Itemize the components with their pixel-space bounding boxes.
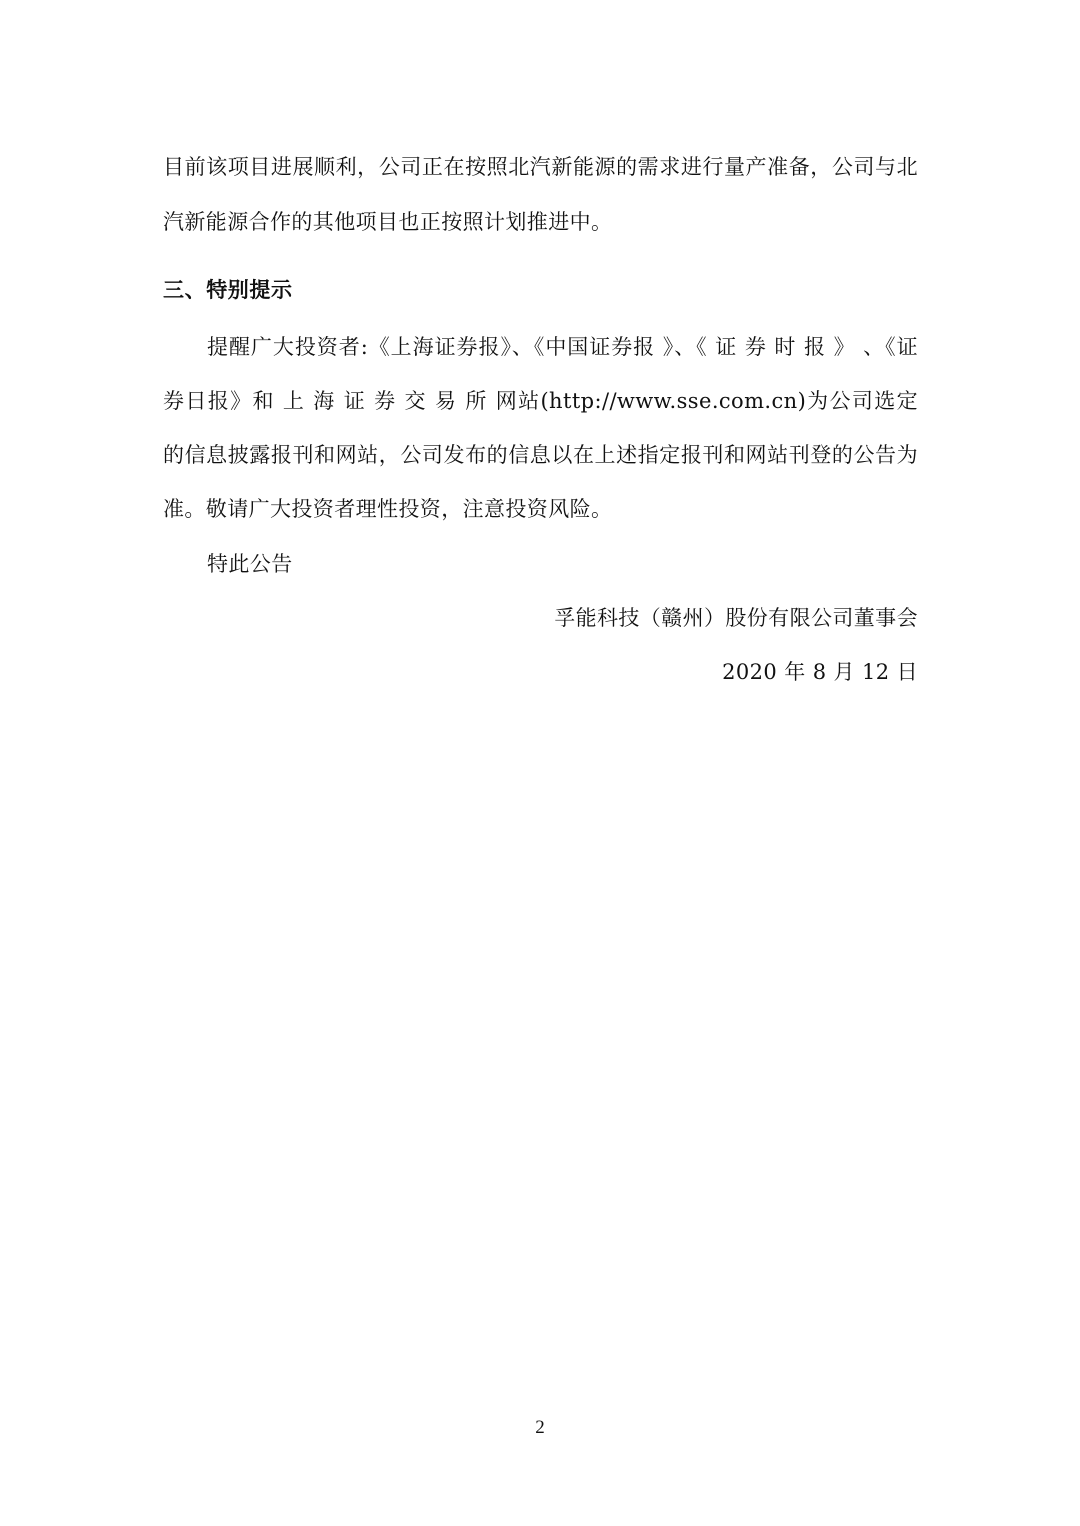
signatory-company: 孚能科技（赣州）股份有限公司董事会 [554,606,918,630]
page-number: 2 [535,1417,545,1438]
paragraph-line: 券日报》和 上 海 证 券 交 易 所 网站(http://www.sse.com.cn)为公司选定 [163,389,918,413]
closing-text: 特此公告 [207,552,293,576]
section-heading: 三、特别提示 [163,278,293,302]
paragraph-line: 目前该项目进展顺利，公司正在按照北汽新能源的需求进行量产准备，公司与北 [163,155,918,179]
signature-date: 2020 年 8 月 12 日 [722,660,918,684]
paragraph-line: 准。敬请广大投资者理性投资，注意投资风险。 [163,497,613,521]
paragraph-line: 的信息披露报刊和网站，公司发布的信息以在上述指定报刊和网站刊登的公告为 [163,443,918,467]
paragraph-line: 汽新能源合作的其他项目也正按照计划推进中。 [163,210,613,234]
paragraph-line: 提醒广大投资者:《上海证券报》、《中国证券报 》、《 证 券 时 报 》 、《证 [207,335,918,359]
